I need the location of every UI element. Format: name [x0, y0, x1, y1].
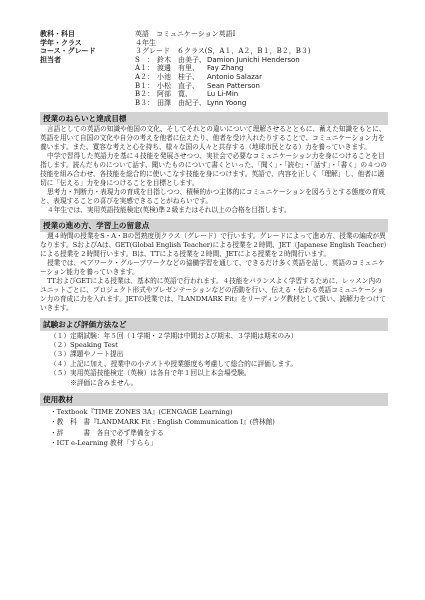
teacher-b1: [135, 82, 388, 91]
teacher-partner: Damion Junichi Henderson: [207, 55, 300, 64]
subject-value: 英語 コミュニケーション英語Ⅰ: [135, 30, 236, 38]
teacher-class: A２：: [135, 72, 155, 81]
teacher-label: 担当者: [40, 55, 61, 64]
aims-paragraph: 中学で習得した英語力を基に４技能を発展させつつ、実社会で必要なコミュニケーション力を身につけることを目指します。読んだものについて話す、聞いたものについて書くといった、「聞く」・「読む」・「話す」・「書く」の４つの技能を組み合わせ、各技能を総合的に使いこなす技能を身につけます。英語で、内容を正しく「理解」し、他者に適切に「伝える」力を身につけることを目標とします。: [40, 152, 387, 187]
materials-heading: 使用教材: [40, 393, 388, 406]
year-label: 学年・クラス: [40, 38, 82, 47]
teacher-a1: [135, 64, 388, 73]
material-item: ・ICT e-Learning 教材「すらら」: [50, 439, 157, 448]
subject-row: [40, 30, 388, 39]
teacher-partner: Sean Patterson: [207, 81, 260, 90]
evaluation-list: [50, 332, 388, 388]
course-info: [40, 30, 388, 107]
teacher-partner: Lynn Yoong: [207, 98, 247, 107]
teacher-name: 渡邊 有里、: [157, 64, 199, 73]
materials-list: [50, 407, 388, 449]
evaluation-item: （４）上記に加え、授業中の小テストや授業態度も考慮して総合的に評価します。: [50, 359, 298, 368]
teacher-a2: [135, 73, 388, 82]
method-paragraph: 授業では、ペアワーク・グループワークなどの協働学習を通して、できるだけ多く英語を話し、英語のコミュニケーション能力を養っていきます。: [40, 259, 385, 277]
teacher-class: B２：: [135, 90, 155, 99]
teacher-name: 田澤 由紀子、: [157, 98, 206, 107]
evaluation-item: （２）Speaking Test: [50, 340, 118, 349]
teacher-partner: Antonio Salazar: [207, 72, 262, 81]
teacher-name: 小松 直子、: [157, 81, 199, 90]
course-value: ３グレード ６クラス(S，A１，A２，B１，B２，B３): [135, 47, 311, 56]
method-paragraph: 週４時間の授業をS・A・Bの習熟度別クラス（グレード）で行います。グレードによって進め方、授業の編成が異なります。SおよびAは、GET(Global English Teacher)による授業を２時間、JET（Japanese English Teacher）による授業を２時間行います。Bは、TTによる授業を２時間、JETによる授業を２時間行います。: [40, 232, 387, 259]
year-row: [40, 39, 388, 48]
evaluation-item: （１）定期試験：年５回（１学期・２学期は中間および期末、３学期は期末のみ）: [50, 331, 298, 340]
teacher-b2: [135, 90, 388, 99]
teacher-row: [40, 56, 388, 108]
course-row: [40, 47, 388, 56]
material-item: ・Textbook『TIME ZONES 3A』(CENGAGE Learning): [50, 408, 233, 416]
material-item: ・辞 書 各自で必ず準備をする: [50, 428, 164, 437]
year-value: ４年生: [135, 38, 156, 47]
teacher-class: A１：: [135, 64, 155, 73]
teacher-b3: [135, 99, 388, 108]
evaluation-note: ※評価に含みません。: [50, 378, 138, 387]
material-item: ・教 科 書『LANDMARK Fit : English Communication Ⅰ』(啓林館): [50, 418, 275, 427]
teacher-list: [135, 56, 388, 108]
method-paragraph: TTおよびGETによる授業は、基本的に英語で行われます。４技能をバランスよく学習するために、レッスン内のユニットごとに、プロジェクト形式やプレゼンテーションなどの活動を行い、伝える・伝わる英語コミュニケーション力の育成に力を入れます。JETの授業では、『LANDMARK Fit』をリーディング教材として扱い、読解力をつけていきます。: [40, 276, 386, 312]
evaluation-heading: 試験および評価方法など: [40, 318, 388, 331]
teacher-name: 小池 桂子、: [157, 72, 199, 81]
teacher-name: 阿部 寛、: [157, 90, 192, 99]
aims-paragraph: 思考力・判断力・表現力の育成を目指しつつ、積極的かつ主体的にコミュニケーションを図ろうとする態度の育成と、表現することの喜びを実感できることがねらいです。: [40, 187, 385, 205]
teacher-class: B３：: [135, 98, 155, 107]
aims-heading: 授業のねらいと達成目標: [40, 112, 388, 125]
teacher-partner: Fay Zhang: [207, 64, 244, 73]
teacher-name: 鈴木 由美子、: [157, 55, 206, 64]
evaluation-item: （５）実用英語技能検定（英検）は各自で年１回以上本会場受験。: [50, 369, 251, 378]
evaluation-item: （３）課題やノート提出: [50, 350, 124, 359]
teacher-class: B１：: [135, 81, 155, 90]
aims-paragraph: 言語としての英語の知識や他国の文化、そしてそれとの違いについて理解させるとともに、蓄えた知識をもとに、英語を用いて自国の文化や自分の考えを他者に伝えたり、他者を受け入れたりすることで、コミュニケーション力を養います。また、寛容な考えと心を持ち、様々な国の人々と共存する（地球市民となる）力を養っていきます。: [40, 125, 386, 152]
subject-label: 教科・科目: [40, 30, 75, 38]
method-heading: 授業の進め方、学習上の留意点: [40, 219, 388, 232]
syllabus-page: [40, 30, 388, 449]
teacher-partner: Lu Li-Min: [207, 90, 239, 99]
aims-paragraph: ４年生では、実用英語技能検定(英検)準２級またはそれ以上の合格を目指します。: [47, 205, 291, 214]
course-label: コース・グレード: [40, 47, 96, 56]
teacher-class: S ：: [135, 55, 154, 64]
